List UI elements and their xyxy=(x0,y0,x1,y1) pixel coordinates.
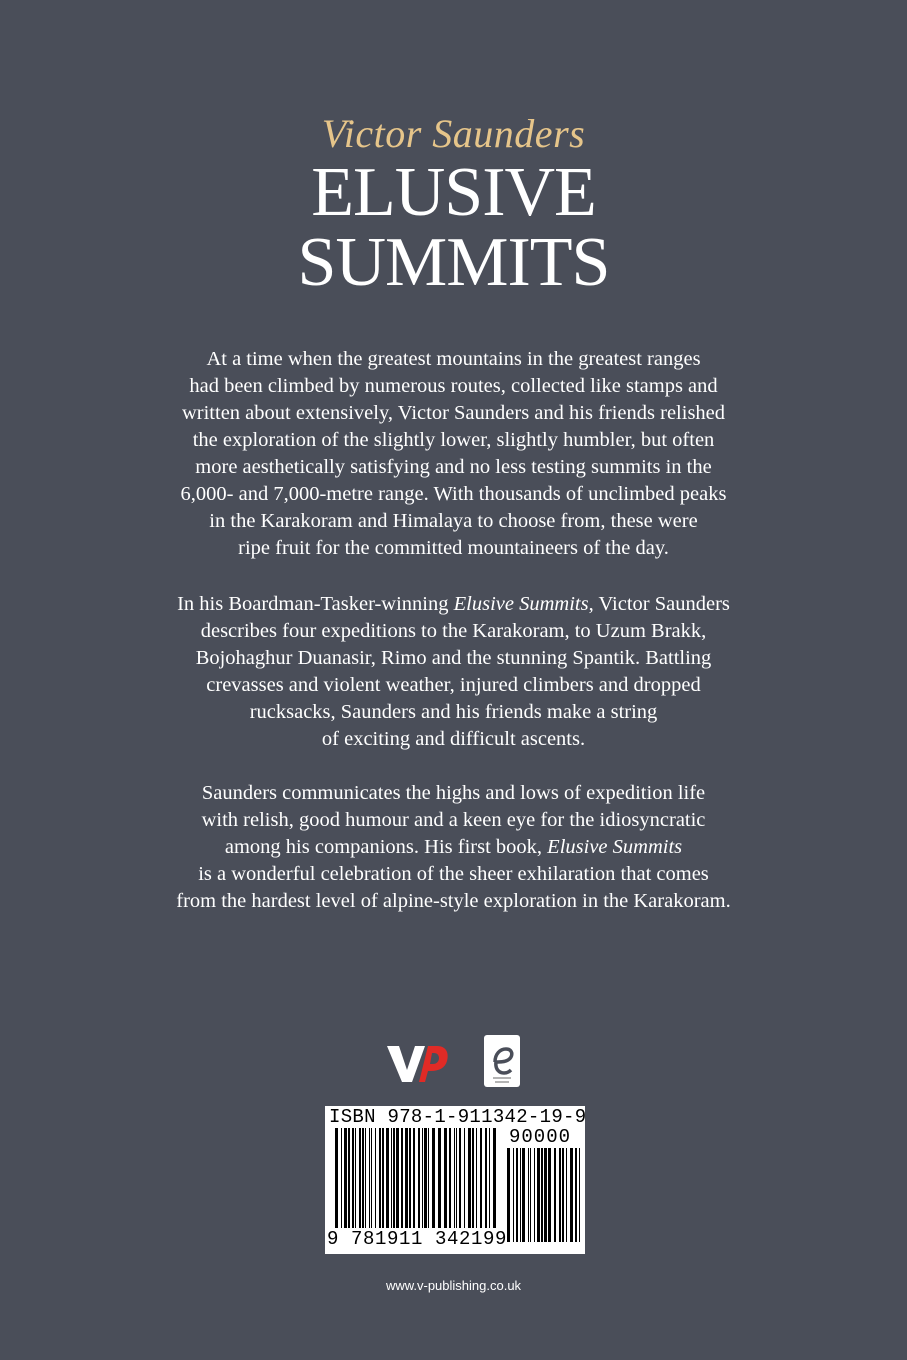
blurb-line: 6,000- and 7,000-metre range. With thousands of unclimbed peaks xyxy=(180,483,727,505)
barcode-bars xyxy=(335,1128,497,1234)
book-title-italic: Elusive Summits xyxy=(547,836,683,858)
blurb-line: At a time when the greatest mountains in the greatest ranges xyxy=(206,348,701,370)
blurb-line: the exploration of the slightly lower, slightly humbler, but often xyxy=(192,429,715,451)
blurb-paragraph-2 xyxy=(100,591,807,753)
price-code: 90000 xyxy=(509,1126,572,1148)
book-title-italic: Elusive Summits xyxy=(453,593,589,615)
blurb-line: Saunders communicates the highs and lows of expedition life xyxy=(201,782,706,804)
publisher-website: www.v-publishing.co.uk xyxy=(385,1278,522,1293)
blurb-line: crevasses and violent weather, injured climbers and dropped xyxy=(206,674,701,696)
blurb-line: Bojohaghur Duanasir, Rimo and the stunning Spantik. Battling xyxy=(195,647,712,669)
blurb-line: written about extensively, Victor Saunders and his friends relished xyxy=(181,402,726,424)
blurb-line: is a wonderful celebration of the sheer exhilaration that comes xyxy=(198,863,709,885)
blurb-line: more aesthetically satisfying and no less testing summits in the xyxy=(195,456,712,478)
blurb-line: from the hardest level of alpine-style exploration in the Karakoram. xyxy=(176,890,731,912)
barcode-addon-bars xyxy=(507,1148,581,1242)
blurb-line: with relish, good humour and a keen eye for the idiosyncratic xyxy=(201,809,706,831)
blurb-line xyxy=(100,591,807,618)
blurb-line: describes four expeditions to the Karakoram, to Uzum Brakk, xyxy=(200,620,707,642)
blurb-line: in the Karakoram and Himalaya to choose from, these were xyxy=(209,510,698,532)
blurb-line: rucksacks, Saunders and his friends make a string xyxy=(249,701,658,723)
barcode-digits: 9 781911 342199 xyxy=(327,1228,508,1250)
blurb-text: , Victor Saunders xyxy=(588,593,730,615)
ebook-logo-icon xyxy=(483,1034,521,1088)
book-title-line-2: SUMMITS xyxy=(297,224,610,301)
blurb-line: of exciting and difficult ascents. xyxy=(321,728,586,750)
blurb-line xyxy=(100,834,807,861)
blurb-line: ripe fruit for the committed mountaineers of the day. xyxy=(238,537,669,559)
blurb-line: had been climbed by numerous routes, collected like stamps and xyxy=(189,375,718,397)
vp-logo-icon xyxy=(385,1040,449,1086)
isbn-number: ISBN 978-1-911342-19-9 xyxy=(329,1106,587,1128)
isbn-barcode xyxy=(325,1106,585,1254)
book-title-line-1: ELUSIVE xyxy=(311,154,596,231)
blurb-paragraph-1 xyxy=(100,346,807,562)
author-name: Victor Saunders xyxy=(321,111,586,156)
blurb-paragraph-3 xyxy=(100,780,807,915)
blurb-text: In his Boardman-Tasker-winning xyxy=(177,593,454,615)
blurb-text: among his companions. His first book, xyxy=(224,836,548,858)
